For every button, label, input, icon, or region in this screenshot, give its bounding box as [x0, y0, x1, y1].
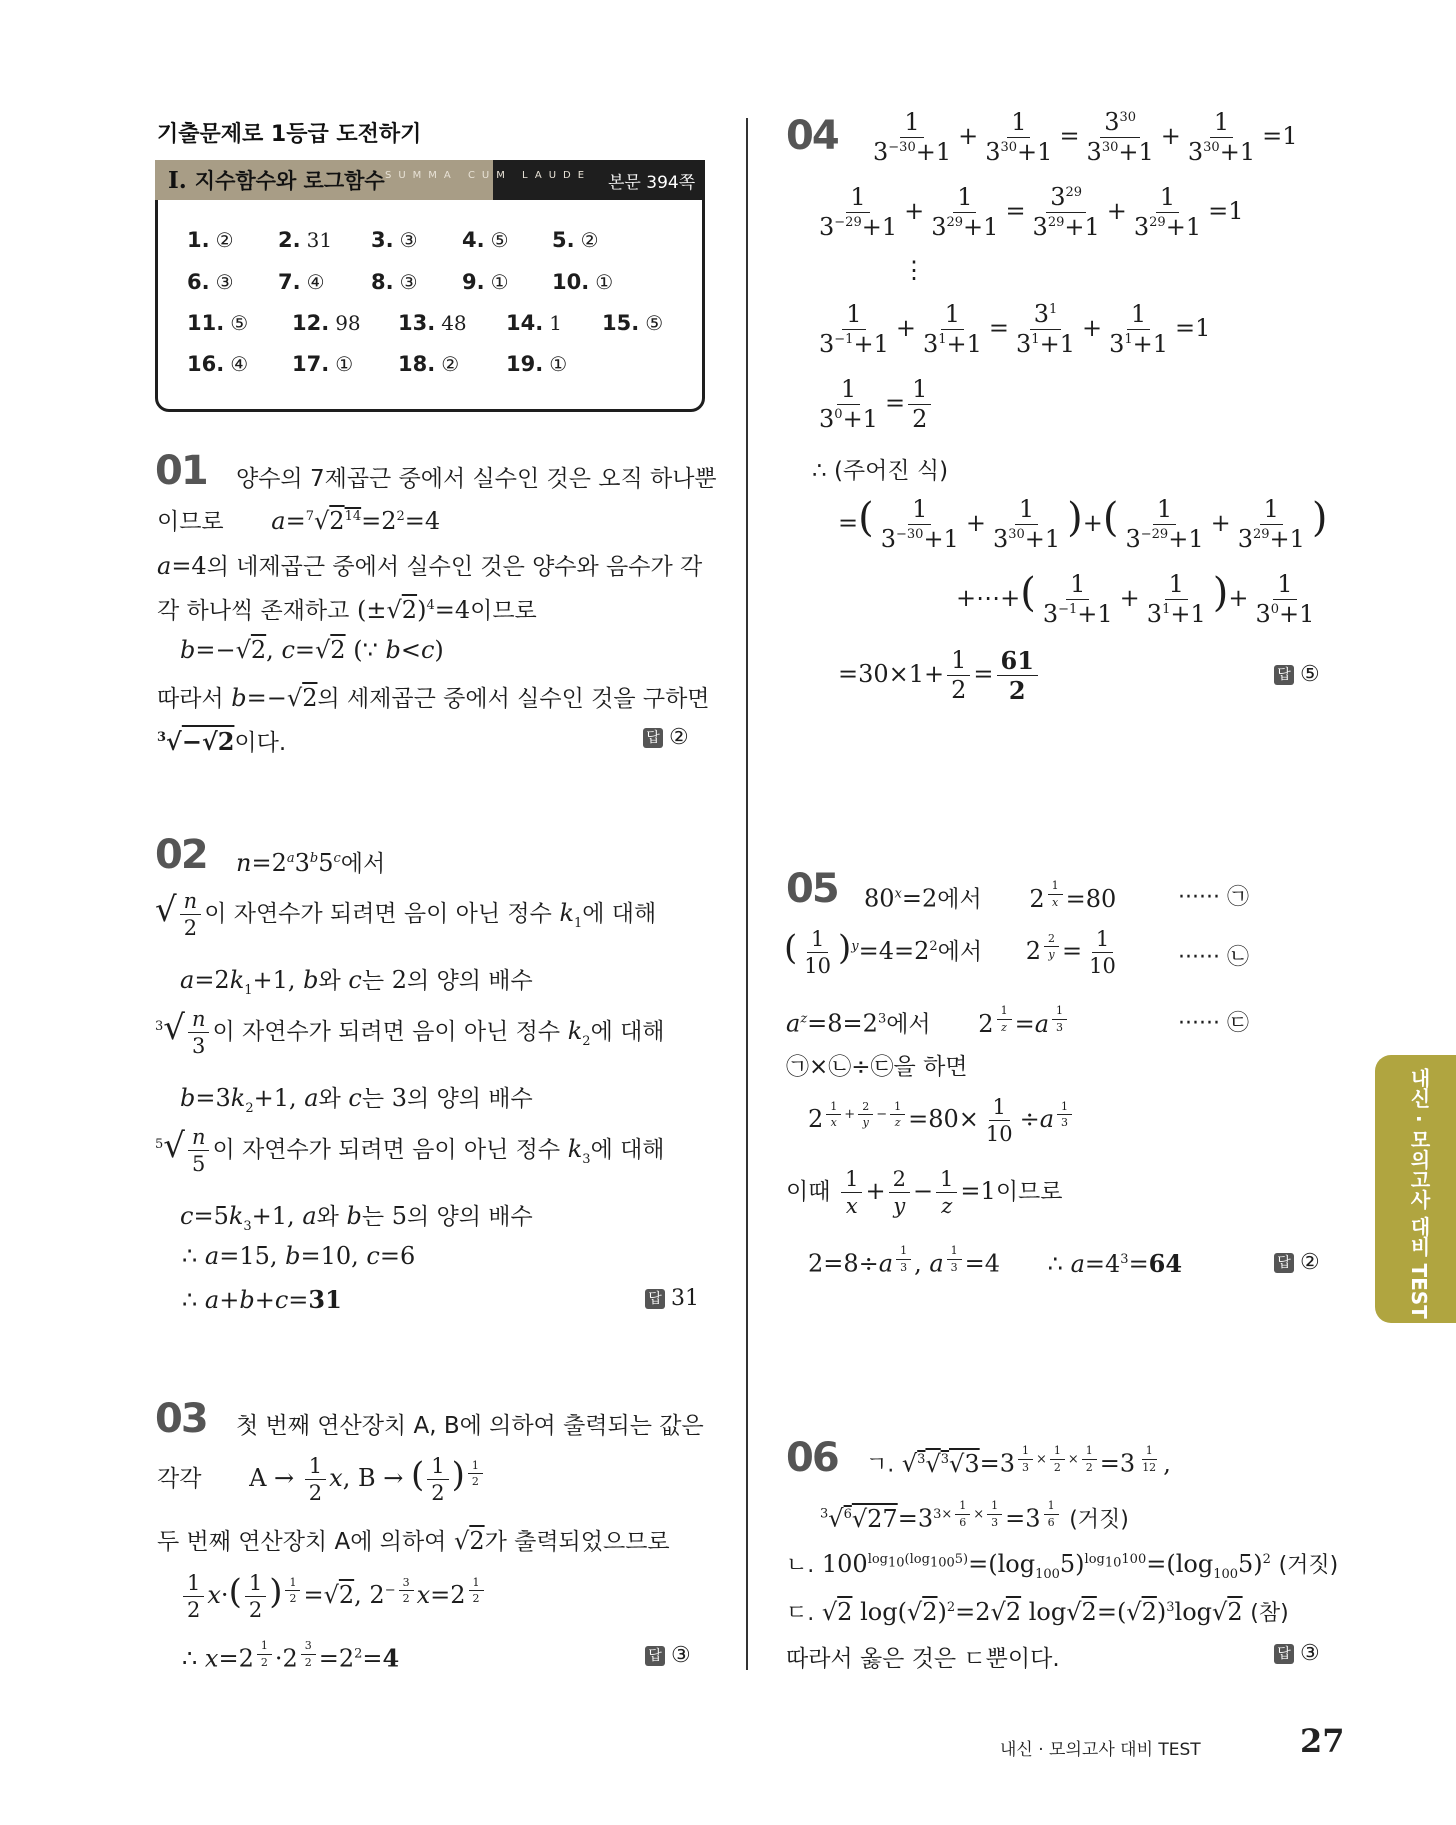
q01-line-6: 따라서 b=−√2의 세제곱근 중에서 실수인 것을 구하면: [157, 684, 710, 712]
answer-key-item: [552, 270, 613, 294]
answer-key-value: ③: [215, 270, 234, 294]
answer-key-value: ①: [490, 270, 509, 294]
answer-key-value: ④: [306, 270, 325, 294]
answer-key-item: [371, 270, 418, 294]
q02-line-1: $n=2^a3^b5^c$에서: [236, 849, 386, 877]
answer-key-value: ①: [549, 352, 568, 376]
answer-key-value: ④: [230, 352, 249, 376]
q05-mark-1: ······ ㉠: [1178, 885, 1249, 910]
q04-line-5: =( $\frac{1}{3^{-30}+1}$ + $\frac{1}{3^{30}+1}$ )+( $\frac{1}{3^{-29}+1}$ + $\frac{1}{3^{29}+1}$ ): [838, 494, 1328, 553]
q04-line-6: +⋯+( $\frac{1}{3^{-1}+1}$ + $\frac{1}{3^1+1}$ )+ $\frac{1}{3^0+1}$: [956, 569, 1315, 628]
answer-key-number: 9.: [462, 270, 485, 294]
question-number-02: 02: [155, 832, 207, 878]
answer-key-number: 11.: [187, 311, 225, 335]
q06-line-2: $^3√^6√27=3^{3\times \frac{1}{6} \times \frac{1}{3}}$ =3 $^{\frac{1}{6}}$ (거짓): [820, 1499, 1129, 1533]
q02-line-5: $b=3k_2+1$, a와 c는 3의 양의 배수: [180, 1084, 533, 1116]
q05-line-4: ㉠×㉡÷㉢을 하면: [786, 1054, 968, 1080]
answer-key-value: 48: [441, 311, 467, 335]
answer-key-value: 1: [549, 311, 562, 335]
q05-line-3: $a^z=8=2^3$에서 2 $^{\frac{1}{z}}$ =a $^{\frac{1}{3}}$: [786, 1005, 1070, 1039]
answer-key-item: [462, 228, 509, 252]
answer-key-value: ⑤: [645, 311, 664, 335]
answer-key-number: 12.: [292, 311, 330, 335]
answer-key-value: ⑤: [230, 311, 249, 335]
q05-line-5: 2 $^{\frac{1}{x} + \frac{2}{y} - \frac{1}{z}}$ =80× $\frac{1}{10}$ ÷a $^{\frac{1}{3}}$: [808, 1096, 1075, 1145]
answer-key-value: ②: [580, 228, 599, 252]
answer-key-item: [552, 228, 599, 252]
answer-key-value: ①: [335, 352, 354, 376]
q03-line-2: 각각 A → $\frac{1}{2}$ x, B → ( $\frac{1}{2}$ ) $^{\frac{1}{2}}$: [157, 1455, 486, 1504]
q04-answer: 답 ⑤: [1274, 662, 1320, 687]
q04-given: ∴ (주어진 식): [812, 458, 949, 484]
answer-key-number: 10.: [552, 270, 590, 294]
answer-key-item: [292, 352, 353, 376]
answer-key-item: [187, 311, 248, 335]
answer-key-item: [602, 311, 663, 335]
answer-key-item: [187, 270, 234, 294]
answer-key-value: ⑤: [490, 228, 509, 252]
footer-label: 내신 · 모의고사 대비 TEST: [1000, 1740, 1201, 1760]
answer-key-item: [292, 311, 361, 335]
q01-line-3: a=4의 네제곱근 중에서 실수인 것은 양수와 음수가 각: [157, 552, 703, 580]
q06-conclusion: 따라서 옳은 것은 ㄷ뿐이다.: [786, 1646, 1060, 1672]
q02-line-2: √ $\frac{n}{2}$ 이 자연수가 되려면 음이 아닌 정수 $k_1$에 대해: [155, 889, 657, 941]
chapter-title: I. 지수함수와 로그함수: [168, 167, 385, 194]
answer-key-number: 1.: [187, 228, 210, 252]
answer-key-value: ②: [215, 228, 234, 252]
answer-key-number: 7.: [278, 270, 301, 294]
side-tab-label: 내신 · 모의고사 대비 TEST: [1407, 1068, 1431, 1319]
q05-answer: 답 ②: [1274, 1250, 1320, 1275]
answer-key-number: 13.: [398, 311, 436, 335]
question-number-06: 06: [786, 1435, 838, 1481]
answer-key-number: 19.: [506, 352, 544, 376]
q04-line-7: =30×1+ $\frac{1}{2}$ = $\frac{61}{2}$: [838, 648, 1041, 703]
q06-line-1: ㄱ. √$^3$√$^3$√3=3 $^{\frac{1}{3} \times \frac{1}{2} \times \frac{1}{2}}$ =3 $^{\frac{1}{12}}$ ,: [866, 1444, 1171, 1478]
column-divider: [746, 118, 748, 1670]
q06-answer: 답 ③: [1274, 1641, 1320, 1666]
answer-key-item: [371, 228, 418, 252]
q01-answer: 답 ②: [643, 725, 689, 750]
q04-line-3: $\frac{1}{3^{-1}+1}$ + $\frac{1}{3^1+1}$ = $\frac{3^1}{3^1+1}$ + $\frac{1}{3^1+1}$ =1: [819, 300, 1211, 359]
answer-key-item: [462, 270, 509, 294]
q03-line-3: 두 번째 연산장치 A에 의하여 √2가 출력되었으므로: [157, 1527, 670, 1555]
answer-key-number: 3.: [371, 228, 394, 252]
question-number-05: 05: [786, 866, 838, 912]
q03-line-4: $\frac{1}{2}$ x·( $\frac{1}{2}$ ) $^{\frac{1}{2}}$ =√2, $2^{- \frac{3}{2}}$ x=2 $^{\frac{1}{2}}$: [180, 1572, 487, 1621]
answer-key-number: 5.: [552, 228, 575, 252]
q04-line-4: $\frac{1}{3^0+1}$ = $\frac{1}{2}$: [812, 377, 934, 432]
answer-key-number: 14.: [506, 311, 544, 335]
watermark: SUMMA CUM LAUDE: [385, 170, 592, 181]
q05-line-7: 2=8÷a $^{\frac{1}{3}}$ , a $^{\frac{1}{3}}$ =4 ∴ $a=4^3=64$: [808, 1244, 1183, 1278]
answer-key-item: [187, 352, 248, 376]
q03-line-5: ∴ x=2 $^{\frac{1}{2}}$ ·2 $^{\frac{3}{2}}$ $=2^2=4$: [182, 1639, 400, 1673]
q01-line-2: 이므로 $a=^7√2^{14}=2^2=4$: [157, 507, 441, 535]
q05-mark-3: ······ ㉢: [1178, 1011, 1249, 1036]
answer-key-number: 15.: [602, 311, 640, 335]
answer-key-item: [278, 270, 325, 294]
q04-line-2: $\frac{1}{3^{-29}+1}$ + $\frac{1}{3^{29}+1}$ = $\frac{3^{29}}{3^{29}+1}$ + $\frac{1}{3^{29}+1}$ =1: [819, 183, 1244, 242]
q02-answer: 답 31: [645, 1286, 699, 1311]
q05-line-6: 이때 $\frac{1}{x}$ + $\frac{2}{y}$ − $\frac{1}{z}$ =1이므로: [786, 1167, 1063, 1219]
answer-key-item: [506, 352, 567, 376]
q06-line-4: ㄷ. √2 $\log(√2)^2=2√2$ $\log√2=(√2)^3\log√2$ (참): [786, 1598, 1289, 1626]
q06-line-3: ㄴ. $100^{log_{10}(log_{100}5)}=(\log_{100}5)^{log_{10}100}=(\log_{100}5)^2$ (거짓): [786, 1550, 1339, 1582]
q04-vdots: ⋮: [902, 256, 926, 284]
answer-key-item: [398, 352, 459, 376]
q02-line-9: ∴ a+b+c=31: [182, 1285, 342, 1314]
question-number-01: 01: [155, 448, 207, 494]
answer-key-item: [398, 311, 467, 335]
q04-line-1: $\frac{1}{3^{-30}+1}$ + $\frac{1}{3^{30}+1}$ = $\frac{3^{30}}{3^{30}+1}$ + $\frac{1}{3^{30}+1}$ =1: [873, 108, 1298, 167]
q02-line-4: $^3$√ $\frac{n}{3}$ 이 자연수가 되려면 음이 아닌 정수 $k_2$에 대해: [155, 1007, 665, 1059]
question-number-04: 04: [786, 113, 838, 159]
answer-key-item: [506, 311, 562, 335]
q01-line-5: b=−√2, c=√2 (∵ b<c): [180, 636, 444, 664]
answer-key-item: [278, 228, 332, 252]
answer-key-number: 6.: [187, 270, 210, 294]
answer-key-number: 8.: [371, 270, 394, 294]
q05-line-2: ( $\frac{1}{10}$ )$^y=4=2^2$에서 2 $^{\frac{2}{y}}$ = $\frac{1}{10}$: [784, 927, 1116, 979]
q03-answer: 답 ③: [645, 1643, 691, 1668]
answer-key-number: 18.: [398, 352, 436, 376]
answer-key-item: [187, 228, 234, 252]
answer-key-value: ②: [441, 352, 460, 376]
q02-line-8: ∴ a=15, b=10, c=6: [182, 1242, 416, 1270]
answer-key-number: 2.: [278, 228, 301, 252]
q05-mark-2: ······ ㉡: [1178, 945, 1249, 970]
q02-line-3: $a=2k_1+1$, b와 c는 2의 양의 배수: [180, 966, 533, 998]
answer-key-value: ③: [399, 270, 418, 294]
section-title: 기출문제로 1등급 도전하기: [157, 122, 422, 147]
answer-key-value: 98: [335, 311, 361, 335]
answer-key-value: ③: [399, 228, 418, 252]
q03-line-1: 첫 번째 연산장치 A, B에 의하여 출력되는 값은: [236, 1413, 704, 1439]
q01-line-1: 양수의 7제곱근 중에서 실수인 것은 오직 하나뿐: [236, 466, 717, 492]
page-number: 27: [1300, 1722, 1345, 1760]
question-number-03: 03: [155, 1396, 207, 1442]
q05-line-1: $80^x=2$에서 2 $^{\frac{1}{x}}$ =80: [864, 879, 1117, 913]
q02-line-6: $^5$√ $\frac{n}{5}$ 이 자연수가 되려면 음이 아닌 정수 $k_3$에 대해: [155, 1125, 665, 1177]
answer-key-value: ①: [595, 270, 614, 294]
answer-key-number: 4.: [462, 228, 485, 252]
q01-line-4: 각 하나씩 존재하고 $(\pm√2)^4=4$이므로: [157, 596, 537, 624]
answer-key-number: 17.: [292, 352, 330, 376]
answer-key-value: 31: [306, 228, 333, 252]
q02-line-7: $c=5k_3+1$, a와 b는 5의 양의 배수: [180, 1202, 533, 1234]
page-ref: 본문 394쪽: [608, 173, 696, 193]
q01-line-7: $^3$√−√2이다.: [157, 727, 287, 756]
answer-key-number: 16.: [187, 352, 225, 376]
